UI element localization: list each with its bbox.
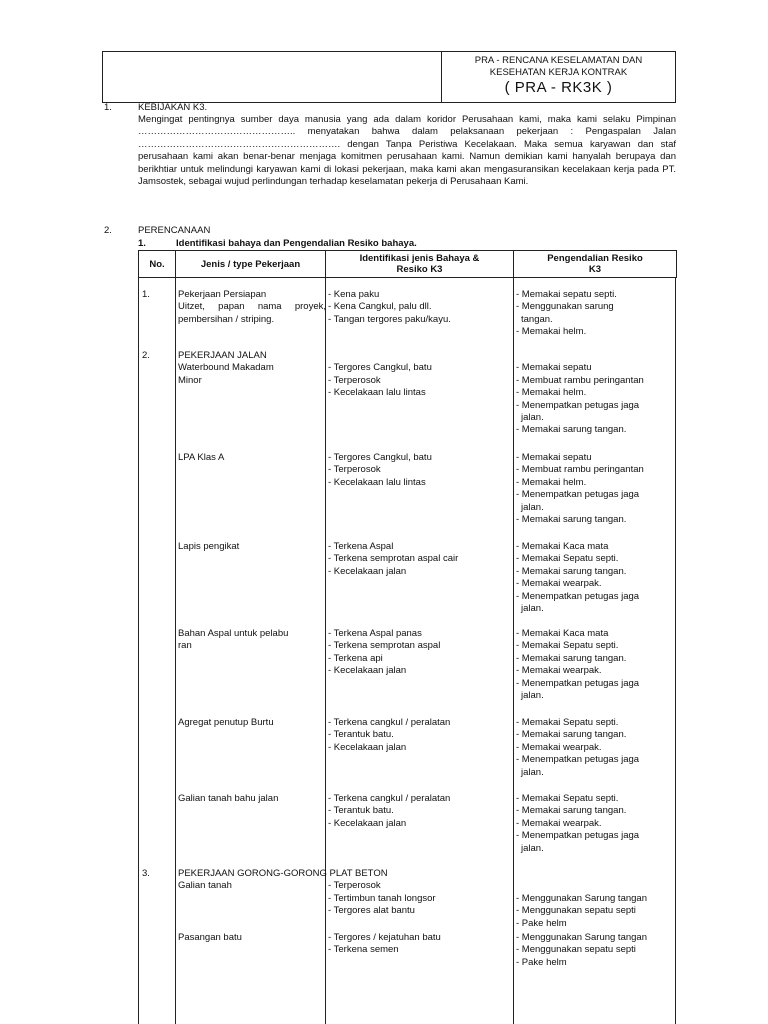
hazard-cell <box>328 717 514 754</box>
col-header-hazard <box>326 251 514 278</box>
job-type-cell <box>178 793 326 805</box>
header-left-cell <box>103 52 442 102</box>
control-cell-line <box>516 880 676 892</box>
control-cell-line: - Membuat rambu peringantan <box>516 464 644 476</box>
control-cell-line: - Memakai Sepatu septi. <box>516 640 619 652</box>
document-header-box <box>102 51 676 103</box>
job-type-cell <box>178 717 326 729</box>
control-cell-line: jalan. <box>521 603 544 615</box>
job-type-cell-line: Bahan Aspal untuk pelabu <box>178 628 289 639</box>
header-title-line2: KESEHATAN KERJA KONTRAK <box>489 67 628 78</box>
control-cell-line: - Menggunakan sepatu septi <box>516 905 636 917</box>
job-type-cell-line: LPA Klas A <box>178 452 225 463</box>
control-cell <box>516 932 676 969</box>
hazard-cell-line: - Terkena cangkul / peralatan <box>328 717 451 728</box>
hazard-cell-line: - Terkena api <box>328 652 383 664</box>
job-type-cell <box>178 289 326 326</box>
hazard-cell <box>328 793 514 830</box>
control-cell-line: - Memakai sepatu septi. <box>516 289 617 300</box>
hazard-cell-line: - Tangan tergores paku/kayu. <box>328 313 451 325</box>
job-type-cell-line: ran <box>178 640 192 652</box>
control-cell <box>516 868 676 930</box>
hazard-cell-line: - Tergores alat bantu <box>328 905 415 917</box>
job-type-cell-line: Waterbound Makadam <box>178 362 274 374</box>
control-cell-line: - Memakai helm. <box>516 476 587 488</box>
control-cell-line: - Memakai sepatu <box>516 362 592 374</box>
hazard-cell-line: - Terkena cangkul / peralatan <box>328 793 451 804</box>
header-title-code: ( PRA - RK3K ) <box>504 79 613 96</box>
control-cell-line: - Memakai Sepatu septi. <box>516 793 619 804</box>
job-type-cell <box>178 452 326 464</box>
col-header-no: No. <box>139 251 176 278</box>
job-type-cell-line: Agregat penutup Burtu <box>178 717 274 728</box>
control-cell-line: - Memakai wearpak. <box>516 665 602 677</box>
control-cell-line: - Memakai sarung tangan. <box>516 805 627 817</box>
hazard-cell-line: - Tergores Cangkul, batu <box>328 362 432 374</box>
control-cell-line: - Memakai Kaca mata <box>516 628 609 639</box>
hazard-cell <box>328 350 514 400</box>
control-cell-line: - Memakai sarung tangan. <box>516 514 627 526</box>
job-type-cell-line: Pasangan batu <box>178 932 242 943</box>
control-cell <box>516 541 676 615</box>
job-type-cell-line: Galian tanah bahu jalan <box>178 793 279 804</box>
control-cell-line: - Memakai helm. <box>516 326 587 338</box>
hazard-cell-line: - Kecelakaan jalan <box>328 817 407 829</box>
control-cell-line: - Memakai sepatu <box>516 452 592 463</box>
hazard-cell-line <box>328 350 514 362</box>
job-type-cell-line: Lapis pengikat <box>178 541 240 552</box>
hazard-cell <box>328 868 514 918</box>
control-cell-line: - Menggunakan sepatu septi <box>516 944 636 956</box>
control-cell-line: - Memakai wearpak. <box>516 578 602 590</box>
hazard-cell-line: - Terperosok <box>328 880 381 892</box>
hazard-cell-line: - Terantuk batu. <box>328 729 394 741</box>
hazard-cell-line: - Terkena Aspal <box>328 541 394 552</box>
job-type-cell-line: Minor <box>178 374 202 386</box>
hazard-cell <box>328 289 514 326</box>
job-type-cell-line: Uitzet, papan nama proyek, <box>178 301 326 313</box>
job-type-cell-line: Galian tanah <box>178 880 232 892</box>
hazard-cell-line: - Terperosok <box>328 374 381 386</box>
job-type-cell-line: PEKERJAAN GORONG-GORONG PLAT BETON <box>178 868 388 879</box>
control-cell-line: - Memakai Sepatu septi. <box>516 553 619 565</box>
hazard-cell-line: - Terkena semprotan aspal <box>328 640 441 652</box>
control-cell-line: jalan. <box>521 501 544 513</box>
control-cell-line: jalan. <box>521 690 544 702</box>
col-header-hazard-l2: Resiko K3 <box>396 264 443 275</box>
control-cell-line: - Memakai sarung tangan. <box>516 565 627 577</box>
control-cell-line: - Menempatkan petugas jaga <box>516 830 640 842</box>
job-type-cell-line: Pekerjaan Persiapan <box>178 289 267 300</box>
control-cell <box>516 717 676 779</box>
control-cell-line: - Menempatkan petugas jaga <box>516 754 640 766</box>
section2-title: PERENCANAAN <box>138 225 211 236</box>
job-type-cell-line: PEKERJAAN JALAN <box>178 350 267 361</box>
section2-number: 2. <box>104 225 112 236</box>
hazard-cell-line: - Kecelakaan lalu lintas <box>328 476 426 488</box>
col-header-control-l2: K3 <box>588 264 602 275</box>
control-cell-line: tangan. <box>521 313 553 325</box>
hazard-table-header <box>138 250 677 278</box>
hazard-cell-line: - Terkena Aspal panas <box>328 628 422 639</box>
control-cell-line: - Menggunakan sarung <box>516 301 614 313</box>
control-cell <box>516 350 676 437</box>
section1-title: KEBIJAKAN K3. <box>138 102 208 113</box>
control-cell-line: - Menempatkan petugas jaga <box>516 677 640 689</box>
control-cell-line: - Memakai helm. <box>516 387 587 399</box>
hazard-cell-line: - Tertimbun tanah longsor <box>328 892 436 904</box>
job-type-cell-line: pembersihan / striping. <box>178 313 275 325</box>
hazard-cell-line: - Kecelakaan jalan <box>328 665 407 677</box>
job-type-cell <box>178 932 326 944</box>
control-cell-line: - Memakai Kaca mata <box>516 541 609 552</box>
control-cell-line: - Menggunakan Sarung tangan <box>516 892 647 904</box>
hazard-cell-line: - Kecelakaan lalu lintas <box>328 387 426 399</box>
subsection-heading <box>138 238 417 249</box>
hazard-cell-line: - Tergores / kejatuhan batu <box>328 932 441 943</box>
hazard-cell-line: - Kecelakaan jalan <box>328 565 407 577</box>
hazard-cell-line: - Kena Cangkul, palu dll. <box>328 301 432 313</box>
header-title-line1: PRA - RENCANA KESELAMATAN DAN <box>474 55 643 66</box>
subsection-title: Identifikasi bahaya dan Pengendalian Resiko bahaya. <box>176 238 417 249</box>
hazard-cell-line: - Terkena semen <box>328 944 399 956</box>
control-cell-line: jalan. <box>521 842 544 854</box>
policy-paragraph: Mengingat pentingnya sumber daya manusia yang ada dalam koridor Perusahaan kami, maka kami selaku Pimpinan ………………………………………….. menyatakan bahwa dalam pelaksanaan pekerjaan : Pengaspalan Jalan ………………………………………………………. dengan Tanpa Peristiwa Kecelakaan. Maka semua karyawan dan staf perusahaan kami akan benar-benar menjaga komitmen perusahaan kami. Namun demikian kami hanyalah berupaya dan berikhtiar untuk melindungi karyawan kami di lokasi pekerjaan, maka kami akan mengasuransikan kecelakaan kerja pada PT. Jamsostek, sebagai wujud perlindungan terhadap keselamatan pekerja di Perusahaan Kami. <box>138 114 676 188</box>
control-cell <box>516 628 676 702</box>
job-type-cell <box>178 628 326 653</box>
hazard-cell-line <box>328 868 514 880</box>
section1-number: 1. <box>104 102 112 113</box>
control-cell-line: - Menggunakan Sarung tangan <box>516 932 647 943</box>
control-cell-line <box>516 868 676 880</box>
job-type-cell <box>178 541 326 553</box>
control-cell-line: - Memakai wearpak. <box>516 817 602 829</box>
hazard-cell <box>328 541 514 578</box>
control-cell-line: - Pake helm <box>516 917 567 929</box>
subsection-number: 1. <box>138 238 146 249</box>
row-number: 3. <box>142 868 150 879</box>
control-cell-line: - Memakai Sepatu septi. <box>516 717 619 728</box>
hazard-cell-line: - Terkena semprotan aspal cair <box>328 553 459 565</box>
hazard-cell-line: - Kena paku <box>328 289 380 300</box>
control-cell-line: - Memakai sarung tangan. <box>516 652 627 664</box>
job-type-cell <box>178 350 326 387</box>
row-number: 1. <box>142 289 150 300</box>
control-cell-line: jalan. <box>521 766 544 778</box>
control-cell-line: - Menempatkan petugas jaga <box>516 399 640 411</box>
hazard-table-body <box>138 277 676 1024</box>
col-header-hazard-l1: Identifikasi jenis Bahaya & <box>359 253 480 264</box>
hazard-cell-line: - Kecelakaan jalan <box>328 741 407 753</box>
control-cell-line: - Memakai sarung tangan. <box>516 729 627 741</box>
header-title-cell <box>442 52 675 102</box>
col-header-job: Jenis / type Pekerjaan <box>176 251 326 278</box>
control-cell-line: - Pake helm <box>516 956 567 968</box>
hazard-cell <box>328 628 514 678</box>
control-cell-line <box>516 350 676 362</box>
hazard-cell-line: - Terperosok <box>328 464 381 476</box>
hazard-cell-line: - Tergores Cangkul, batu <box>328 452 432 463</box>
control-cell <box>516 289 676 339</box>
hazard-cell <box>328 932 514 957</box>
control-cell-line: - Memakai wearpak. <box>516 741 602 753</box>
control-cell <box>516 452 676 526</box>
col-header-control <box>514 251 677 278</box>
hazard-cell <box>328 452 514 489</box>
column-divider <box>175 277 176 1024</box>
control-cell-line: - Menempatkan petugas jaga <box>516 590 640 602</box>
control-cell-line: jalan. <box>521 412 544 424</box>
control-cell-line: - Memakai sarung tangan. <box>516 424 627 436</box>
control-cell <box>516 793 676 855</box>
control-cell-line: - Menempatkan petugas jaga <box>516 489 640 501</box>
row-number: 2. <box>142 350 150 361</box>
hazard-cell-line: - Terantuk batu. <box>328 805 394 817</box>
control-cell-line: - Membuat rambu peringantan <box>516 374 644 386</box>
col-header-control-l1: Pengendalian Resiko <box>547 253 643 264</box>
